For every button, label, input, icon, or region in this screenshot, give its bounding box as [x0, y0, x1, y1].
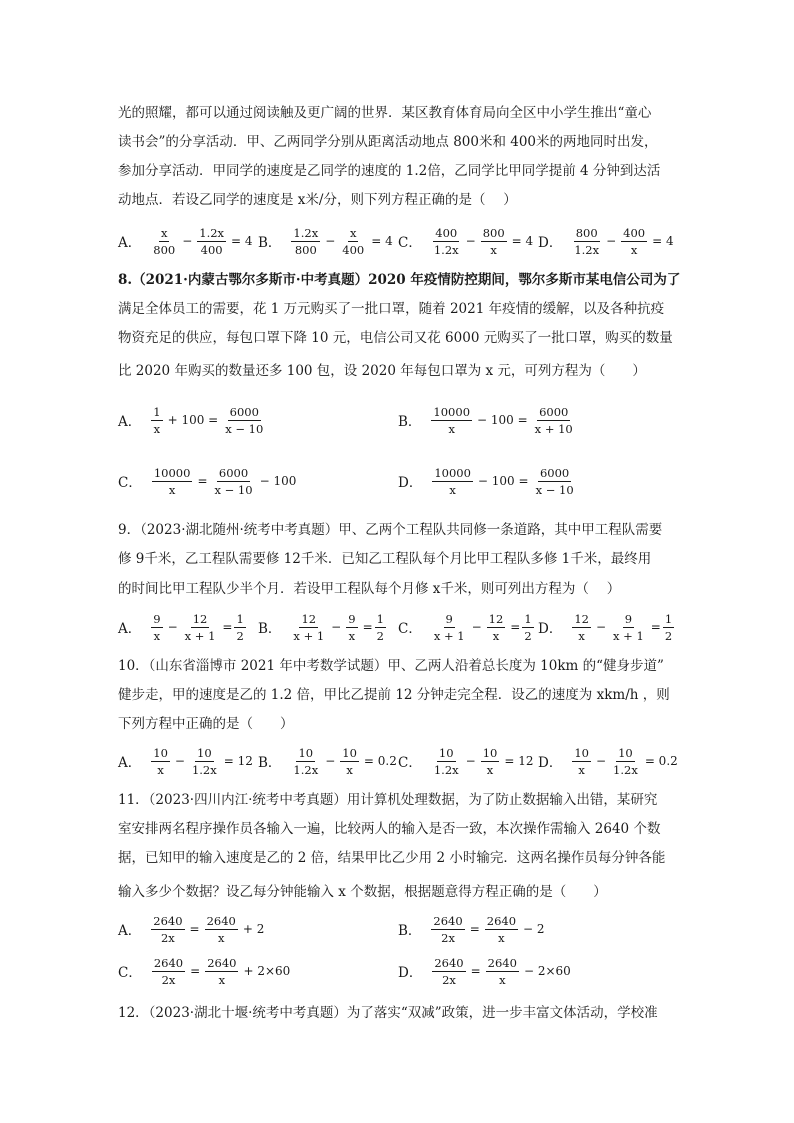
fraction-denominator: 1.2x	[293, 762, 319, 777]
option-label: C．	[398, 755, 422, 771]
q10-option-b[interactable]	[258, 741, 397, 781]
fraction-denominator: 1.2x	[433, 242, 459, 257]
operator: −	[606, 234, 617, 248]
fraction-denominator: 2	[376, 628, 384, 643]
fraction-numerator: x	[349, 225, 357, 240]
operator: −	[471, 620, 482, 634]
q9-line-1: 9．（2023·湖北随州·统考中考真题）甲、乙两个工程队共同修一条道路，其中甲工程队需要	[118, 522, 663, 538]
fraction-numerator: 1	[236, 611, 244, 626]
right-hand-side: − 2×60	[523, 964, 571, 978]
fraction-denominator: x	[490, 242, 497, 257]
q11-options-row-1	[118, 909, 678, 949]
right-hand-side: =	[510, 620, 521, 634]
fraction-numerator: 2640	[486, 913, 517, 928]
operator: −	[595, 754, 607, 768]
option-label: A．	[118, 235, 142, 251]
fraction	[432, 956, 465, 987]
fraction-denominator: x	[346, 762, 353, 777]
fraction	[151, 226, 177, 257]
q10-option-d[interactable]	[538, 741, 678, 781]
right-hand-side: = 0.2	[644, 754, 678, 768]
fraction-denominator: x	[168, 482, 176, 497]
fraction	[534, 466, 576, 497]
right-hand-side: =	[362, 620, 373, 634]
fraction-numerator: 10000	[433, 404, 471, 419]
q12-line-1: 12．（2023·湖北十堰·统考中考真题）为了落实“双减”政策，进一步丰富文体活动，学校准	[118, 1005, 658, 1021]
fraction-numerator: 12	[192, 611, 208, 626]
q9-option-a[interactable]	[118, 607, 248, 647]
fraction-numerator: 12	[488, 611, 504, 626]
fraction	[487, 612, 506, 643]
q9-option-c[interactable]	[398, 607, 536, 647]
fraction-denominator: x − 10	[214, 482, 253, 497]
fraction-denominator: x	[157, 762, 164, 777]
fraction-numerator: 2640	[206, 913, 236, 928]
q8-options-row-1	[118, 400, 678, 440]
option-label: D．	[538, 621, 563, 637]
q7-line-3: 参加分享活动．甲同学的速度是乙同学的速度的 1.2倍，乙同学比甲同学提前 4 分钟到达活	[118, 163, 661, 179]
option-label: C．	[398, 621, 422, 637]
fraction-denominator: 1.2x	[191, 762, 217, 777]
q8-line-3: 物资充足的供应，每包口罩下降 10 元，电信公司又花 6000 元购买了一批口罩，购买的数量	[118, 330, 673, 346]
fraction	[432, 612, 467, 643]
fraction-denominator: x	[486, 762, 494, 777]
right-hand-side: = 4	[231, 234, 253, 248]
fraction-numerator: 9	[624, 611, 633, 626]
fraction-denominator: x	[492, 628, 500, 643]
operator: − 100 =	[477, 413, 528, 427]
fraction-denominator: x	[153, 628, 161, 643]
q9-line-3: 的时间比甲工程队少半个月．若设甲工程队每个月修 x千米，则可列出方程为（ ）	[118, 581, 621, 597]
fraction-numerator: 1	[524, 611, 532, 626]
q11-line-1: 11．（2023·四川内江·统考中考真题）用计算机处理数据，为了防止数据输入出错，某研究	[118, 792, 658, 808]
fraction-numerator: 400	[435, 225, 458, 240]
fraction-numerator: x	[160, 225, 168, 240]
fraction	[432, 466, 473, 497]
fraction	[223, 405, 265, 436]
q11-line-3: 据，已知甲的输入速度是乙的 2 倍，结果甲比乙少用 2 小时输完．这两名操作员每分钟各能	[118, 850, 666, 866]
fraction-denominator: x − 10	[535, 482, 574, 497]
q7-option-a[interactable]	[118, 221, 253, 261]
q8-options-row-2	[118, 461, 678, 501]
q11-options-row-2	[118, 951, 678, 991]
fraction	[522, 612, 533, 643]
fraction-numerator: 6000	[539, 465, 570, 480]
right-hand-side: = 0.2	[363, 754, 397, 768]
fraction-denominator: x + 10	[534, 421, 573, 436]
fraction-denominator: x	[448, 421, 455, 436]
q9-options	[118, 607, 678, 647]
option-label: C．	[398, 235, 422, 251]
option-label: B．	[398, 414, 422, 430]
fraction	[183, 612, 218, 643]
q7-line-2: 读书会”的分享活动．甲、乙两同学分别从距离活动地点 800米和 400米的两地同时出发，	[118, 134, 658, 150]
fraction-numerator: 10	[153, 745, 168, 760]
q8-option-d[interactable]	[398, 461, 578, 501]
fraction	[197, 226, 226, 257]
fraction-numerator: 2640	[434, 955, 464, 970]
option-label: D．	[398, 965, 423, 981]
option-label: B．	[258, 755, 282, 771]
option-label: B．	[258, 235, 282, 251]
q11-option-d[interactable]	[398, 951, 571, 991]
option-label: D．	[538, 235, 563, 251]
fraction-denominator: x	[578, 762, 585, 777]
fraction	[190, 746, 219, 777]
fraction-denominator: x	[499, 972, 506, 987]
fraction	[151, 612, 162, 643]
q7-option-d[interactable]	[538, 221, 674, 261]
fraction-denominator: 400	[200, 242, 223, 257]
option-label: B．	[398, 923, 422, 939]
q11-line-2: 室安排两名程序操作员各输入一遍，比较两人的输入是否一致，本次操作需输入 2640 个数	[118, 821, 661, 837]
fraction-denominator: x + 1	[184, 628, 216, 643]
fraction-denominator: 2	[664, 628, 673, 643]
fraction-denominator: 2	[236, 628, 244, 643]
fraction-numerator: 9	[153, 611, 161, 626]
fraction-numerator: 2640	[433, 913, 463, 928]
fraction-denominator: 2x	[442, 972, 456, 987]
q11-option-b[interactable]	[398, 909, 545, 949]
fraction-numerator: 800	[575, 225, 598, 240]
option-label: B．	[258, 621, 282, 637]
q8-option-c[interactable]	[118, 461, 296, 501]
q9-line-2: 修 9千米，乙工程队需要修 12千米．已知乙工程队每个月比甲工程队多修 1千米，最终用	[118, 551, 652, 567]
fraction	[486, 956, 519, 987]
fraction-denominator: x + 1	[433, 628, 465, 643]
fraction	[340, 226, 366, 257]
q7-option-c[interactable]	[398, 221, 533, 261]
q10-options	[118, 741, 678, 781]
fraction	[621, 226, 647, 257]
fraction-numerator: 2640	[487, 955, 517, 970]
fraction-denominator: 800	[153, 242, 176, 257]
fraction-numerator: 1	[376, 611, 384, 626]
q7-options	[118, 221, 678, 261]
fraction-numerator: 1	[153, 404, 161, 419]
fraction	[205, 956, 238, 987]
fraction-denominator: x	[449, 482, 456, 497]
fraction-denominator: 2x	[160, 930, 175, 945]
q8-line-1: 8.（2021·内蒙古鄂尔多斯市·中考真题）2020 年疫情防控期间，鄂尔多斯市某电信公司为了	[118, 272, 681, 288]
operator: =	[190, 964, 201, 978]
q10-option-a[interactable]	[118, 741, 253, 781]
option-label: A．	[118, 621, 142, 637]
right-hand-side: + 2	[242, 922, 265, 936]
operator: −	[174, 754, 185, 768]
fraction-numerator: 2640	[153, 955, 184, 970]
fraction-denominator: 1.2x	[433, 762, 459, 777]
option-label: C．	[118, 965, 142, 981]
option-label: D．	[538, 755, 563, 771]
fraction	[432, 226, 461, 257]
fraction	[663, 612, 674, 643]
q10-line-2: 健步走，甲的速度是乙的 1.2 倍，甲比乙提前 12 分钟走完全程．设乙的速度为 xkm/h ，则	[118, 687, 670, 703]
right-hand-side: = 4	[652, 234, 674, 248]
fraction	[205, 914, 238, 945]
fraction	[151, 914, 184, 945]
fraction-denominator: x	[630, 242, 638, 257]
q11-option-c[interactable]	[118, 951, 290, 991]
q7-option-b[interactable]	[258, 221, 393, 261]
right-hand-side: =	[222, 620, 233, 634]
fraction	[611, 746, 640, 777]
fraction	[432, 746, 461, 777]
operator: −	[465, 234, 476, 248]
fraction-numerator: 6000	[229, 404, 259, 419]
operator: −	[167, 620, 178, 634]
fraction-numerator: 6000	[539, 404, 569, 419]
fraction	[431, 914, 464, 945]
fraction	[611, 612, 646, 643]
operator: −	[465, 754, 476, 768]
fraction	[431, 405, 472, 436]
fraction-numerator: 10	[574, 745, 589, 760]
option-label: A．	[118, 414, 142, 430]
fraction	[481, 746, 500, 777]
fraction-numerator: 10000	[434, 465, 471, 480]
fraction-denominator: 2x	[161, 972, 176, 987]
fraction	[291, 746, 320, 777]
fraction-numerator: 400	[623, 225, 646, 240]
operator: −	[325, 234, 336, 248]
fraction-denominator: x	[218, 972, 226, 987]
fraction-numerator: 9	[445, 611, 453, 626]
fraction-denominator: x	[153, 421, 161, 436]
fraction-denominator: x	[348, 628, 356, 643]
right-hand-side: = 12	[504, 754, 534, 768]
fraction-numerator: 10	[482, 745, 498, 760]
q8-line-2: 满足全体员工的需要，花 1 万元购买了一批口罩，随着 2021 年疫情的缓解，以及各种抗疫	[118, 301, 665, 317]
right-hand-side: − 2	[523, 922, 545, 936]
fraction	[346, 612, 357, 643]
fraction-numerator: 10	[298, 745, 314, 760]
fraction-denominator: 1.2x	[613, 762, 638, 777]
operator: =	[189, 922, 200, 936]
fraction-denominator: x + 1	[613, 628, 644, 643]
operator: −	[325, 754, 336, 768]
fraction-denominator: x	[498, 930, 505, 945]
fraction-denominator: x	[217, 930, 225, 945]
fraction-numerator: 10000	[153, 465, 191, 480]
fraction-numerator: 800	[482, 225, 505, 240]
right-hand-side: = 12	[223, 754, 253, 768]
fraction	[485, 914, 518, 945]
q7-line-1: 光的照耀，都可以通过阅读触及更广阔的世界．某区教育体育局向全区中小学生推出“童心	[118, 105, 652, 121]
fraction	[291, 612, 326, 643]
fraction-denominator: 800	[294, 242, 317, 257]
operator: −	[595, 620, 607, 634]
fraction-numerator: 9	[348, 611, 356, 626]
q7-line-4: 动地点．若设乙同学的速度是 x米/分，则下列方程正确的是（ ）	[118, 192, 517, 208]
fraction-denominator: 1.2x	[574, 242, 600, 257]
fraction	[572, 226, 601, 257]
right-hand-side: − 100	[259, 474, 297, 488]
fraction-denominator: x + 1	[293, 628, 325, 643]
fraction	[572, 612, 591, 643]
q9-option-b[interactable]	[258, 607, 388, 647]
q8-line-4: 比 2020 年购买的数量还多 100 包，设 2020 年每包口罩为 x 元，可列方程为（ ）	[118, 363, 646, 379]
fraction	[481, 226, 507, 257]
fraction-numerator: 6000	[218, 465, 249, 480]
fraction-denominator: 400	[342, 242, 365, 257]
fraction-denominator: 2	[524, 628, 532, 643]
fraction	[151, 405, 162, 436]
operator: + 100 =	[167, 413, 219, 427]
fraction	[152, 466, 193, 497]
fraction-denominator: x − 10	[225, 421, 264, 436]
fraction	[151, 746, 170, 777]
fraction	[234, 612, 245, 643]
option-label: C．	[118, 475, 142, 491]
fraction-numerator: 10	[342, 745, 357, 760]
right-hand-side: = 4	[511, 234, 534, 248]
fraction-numerator: 2640	[207, 955, 237, 970]
fraction-denominator: 2x	[441, 930, 455, 945]
fraction-denominator: x	[578, 628, 585, 643]
q8-option-b[interactable]	[398, 400, 577, 440]
fraction	[533, 405, 575, 436]
fraction	[213, 466, 255, 497]
fraction	[375, 612, 386, 643]
fraction-numerator: 10	[618, 745, 633, 760]
option-label: A．	[118, 755, 142, 771]
fraction-numerator: 12	[574, 611, 589, 626]
right-hand-side: = 4	[371, 234, 393, 248]
q8-option-a[interactable]	[118, 400, 267, 440]
fraction	[291, 226, 320, 257]
q11-line-4: 输入多少个数据？设乙每分钟能输入 x 个数据，根据题意得方程正确的是（ ）	[118, 884, 607, 900]
fraction	[152, 956, 185, 987]
right-hand-side: + 2×60	[243, 964, 291, 978]
operator: − 100 =	[477, 474, 529, 488]
operator: =	[197, 474, 208, 488]
q10-option-c[interactable]	[398, 741, 533, 781]
fraction-numerator: 1	[664, 611, 673, 626]
fraction-numerator: 10	[197, 745, 212, 760]
fraction	[572, 746, 591, 777]
option-label: A．	[118, 923, 142, 939]
fraction-numerator: 1.2x	[293, 225, 319, 240]
right-hand-side: =	[650, 620, 661, 634]
q11-option-a[interactable]	[118, 909, 264, 949]
fraction-numerator: 1.2x	[199, 225, 225, 240]
q9-option-d[interactable]	[538, 607, 676, 647]
operator: −	[331, 620, 342, 634]
fraction	[340, 746, 359, 777]
fraction-numerator: 12	[301, 611, 317, 626]
fraction-numerator: 2640	[153, 913, 183, 928]
q10-line-1: 10．（山东省淄博市 2021 年中考数学试题）甲、乙两人沿着总长度为 10km 的“健身步道”	[118, 658, 664, 674]
operator: =	[470, 964, 481, 978]
operator: =	[469, 922, 480, 936]
fraction-numerator: 10	[438, 745, 454, 760]
q10-line-3: 下列方程中正确的是（ ）	[118, 716, 294, 732]
operator: −	[182, 234, 193, 248]
option-label: D．	[398, 475, 423, 491]
